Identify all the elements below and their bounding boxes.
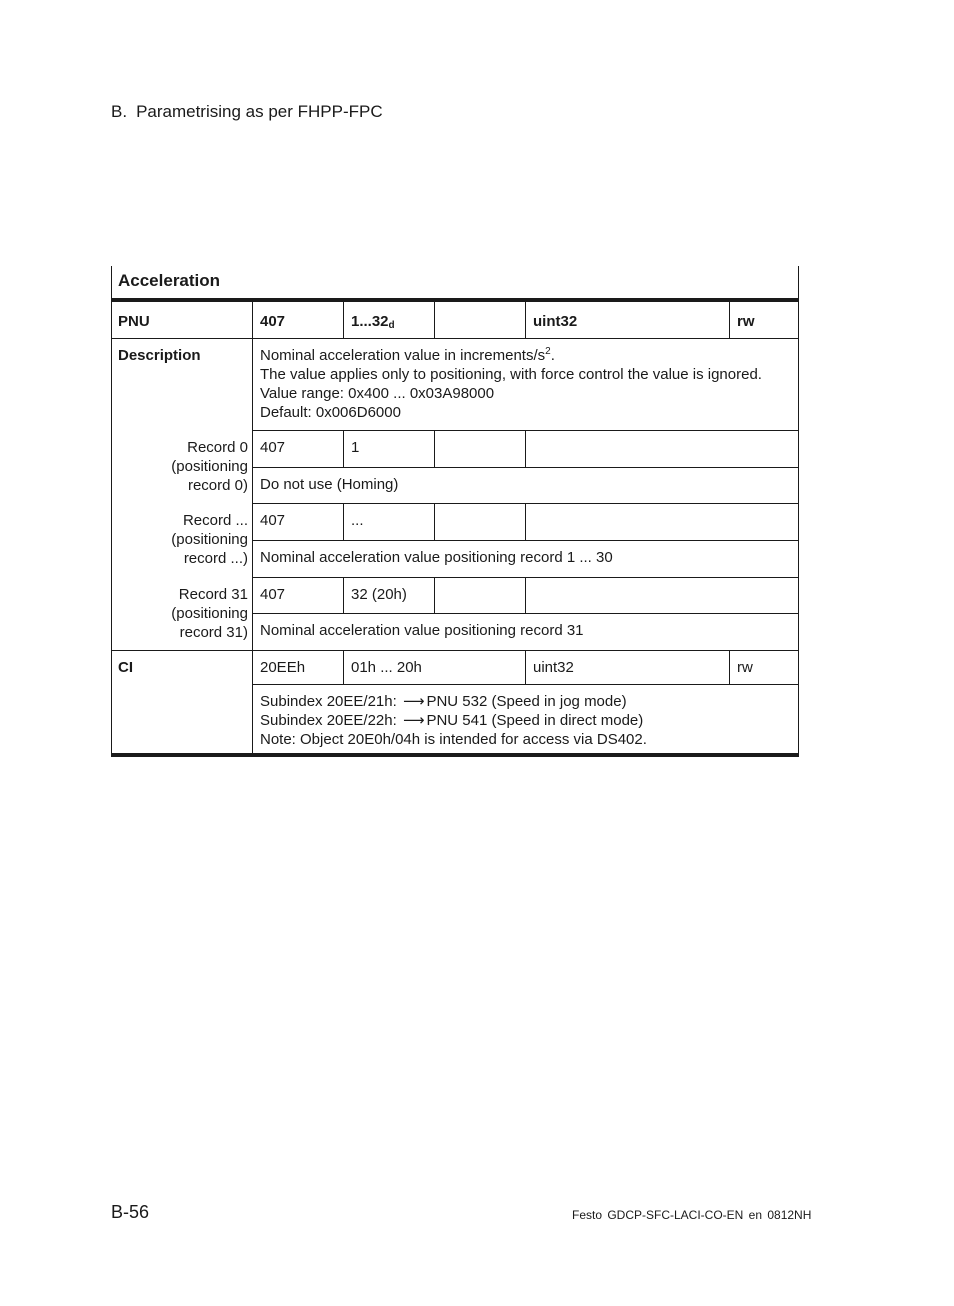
col-divider [434,577,435,614]
col-divider [434,302,435,339]
col-divider [343,650,344,685]
arrow-right-icon: ⟶ [402,693,425,710]
record-pnu: 407 [260,512,286,529]
document-id: Festo GDCP-SFC-LACI-CO-EN en 0812NH [572,1208,812,1222]
ci-note-1-target: PNU 532 (Speed in jog mode) [426,693,627,710]
ci-note-2-target: PNU 541 (Speed in direct mode) [426,712,644,729]
col-divider [434,430,435,468]
col-divider [434,503,435,541]
ci-index: 20EEh [260,659,306,676]
description-line-4: Default: 0x006D6000 [260,404,401,421]
record-pnu: 407 [260,586,286,603]
row-divider [111,650,799,651]
chapter-title: Parametrising as per FHPP-FPC [136,102,383,121]
record-subindex: 32 (20h) [351,586,407,603]
description-line-1-text: Nominal acceleration value in increments/s [260,347,546,364]
table-border-right [798,266,799,757]
col-divider [525,302,526,339]
record-subindex: ... [351,512,364,529]
col-divider [343,430,344,468]
pnu-type: uint32 [533,313,578,330]
col-divider [729,650,730,685]
description-line-1-end: . [550,347,555,364]
col-divider [343,302,344,339]
col-divider [729,302,730,339]
parameter-table [111,266,799,758]
table-border-left [111,266,112,757]
record-pnu: 407 [260,439,286,456]
col-divider [343,577,344,614]
record-label-line-2: (positioning [171,531,248,548]
record-label-line-1: Record 31 [178,586,248,603]
ci-label: CI [118,659,133,676]
description-line-1 [260,346,555,365]
record-label-line-3: record ...) [183,550,248,567]
ci-note-1-prefix: Subindex 20EE/21h: [260,693,397,710]
page-header [111,102,383,122]
ci-note-line-2 [260,711,643,730]
table-title: Acceleration [118,271,221,290]
chapter-number: B. [111,102,128,121]
arrow-right-icon: ⟶ [402,712,425,729]
description-line-2: The value applies only to positioning, with force control the value is ignored. [260,366,762,383]
ci-note-line-3: Note: Object 20E0h/04h is intended for access via DS402. [260,731,647,748]
ci-note-line-1 [260,692,627,711]
pnu-label: PNU [118,313,150,330]
col-divider [525,650,526,685]
record-label-line-1: Record 0 [187,439,248,456]
record-label-line-2: (positioning [171,458,248,475]
record-label-line-2: (positioning [171,605,248,622]
pnu-subindex [351,312,395,331]
title-rule [111,298,799,302]
record-subindex: 1 [351,439,360,456]
ci-note-2-prefix: Subindex 20EE/22h: [260,712,397,729]
col-divider [525,577,526,614]
ci-type: uint32 [533,659,574,676]
col-divider [525,503,526,541]
record-text: Nominal acceleration value positioning record 31 [260,622,584,639]
col-divider [525,430,526,468]
page-number: B-56 [111,1202,150,1222]
record-label-line-3: record 0) [187,477,248,494]
col-divider [252,302,253,753]
description-line-1-sup: 2 [545,346,551,357]
col-divider [343,503,344,541]
record-text: Nominal acceleration value positioning record 1 ... 30 [260,549,613,566]
bottom-rule [111,753,799,757]
pnu-value: 407 [260,313,286,330]
row-divider [111,338,799,339]
ci-subindex: 01h ... 20h [351,659,422,676]
ci-access: rw [737,659,753,676]
description-label: Description [118,347,201,364]
pnu-subindex-suffix: d [388,320,395,331]
pnu-access: rw [737,313,755,330]
record-label-line-1: Record ... [182,512,248,529]
pnu-subindex-text: 1...32 [351,313,389,330]
record-label-line-3: record 31) [179,624,248,641]
record-text: Do not use (Homing) [260,476,399,493]
description-line-3: Value range: 0x400 ... 0x03A98000 [260,385,495,402]
